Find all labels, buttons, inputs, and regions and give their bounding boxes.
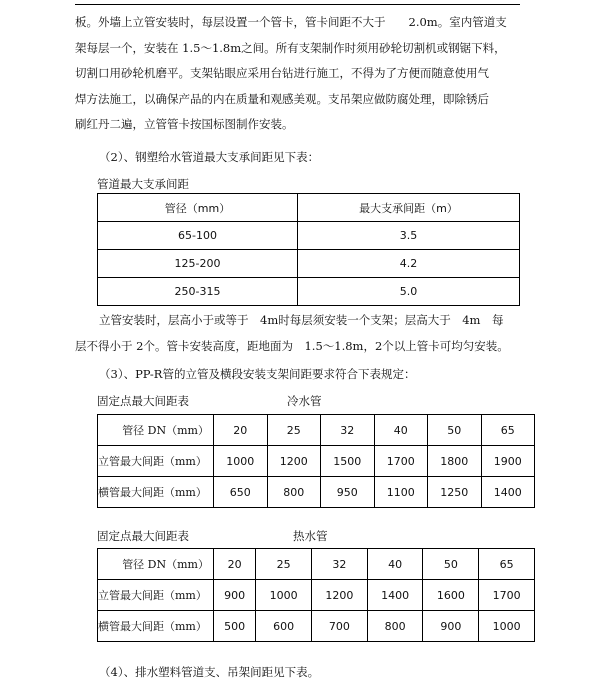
table-cell: 25 <box>267 415 321 446</box>
table-cell: 1800 <box>428 446 482 477</box>
table-cell: 4.2 <box>298 250 520 278</box>
table-cell: 20 <box>214 549 256 580</box>
table-header-cell: 管径 DN（mm） <box>98 549 214 580</box>
table-header-row <box>98 415 535 446</box>
table1-caption: 管道最大支承间距 <box>97 177 189 191</box>
intro-paragraph <box>75 10 525 138</box>
table-header-cell: 最大支承间距（m） <box>298 194 520 222</box>
table-cell: 800 <box>267 477 321 508</box>
section-4-heading: （4）、排水塑料管道支、吊架间距见下表。 <box>99 665 320 679</box>
table-cell: 950 <box>321 477 375 508</box>
table-cell: 1000 <box>479 611 535 642</box>
table-cell: 32 <box>321 415 375 446</box>
steel-plastic-support-table <box>97 193 520 306</box>
text-line: 板。外墙上立管安装时，每层设置一个管卡，管卡间距不大于 2.0m。室内管道支 <box>75 15 507 29</box>
table-cell: 40 <box>367 549 423 580</box>
text-line: 层不得小于 2个。管卡安装高度，距地面为 1.5～1.8m，2个以上管卡可均匀安装。 <box>75 338 509 353</box>
table-cell: 1000 <box>256 580 312 611</box>
section-2-heading: （2）、钢塑给水管道最大支承间距见下表： <box>99 150 320 164</box>
table-row <box>98 222 520 250</box>
table-row <box>98 250 520 278</box>
table-row-label: 立管最大间距（mm） <box>98 446 214 477</box>
table-cell: 20 <box>214 415 268 446</box>
table-cell: 1200 <box>267 446 321 477</box>
table-cell: 600 <box>256 611 312 642</box>
table-cell: 900 <box>214 580 256 611</box>
riser-paragraph <box>75 308 525 359</box>
top-rule <box>75 4 520 5</box>
table-cell: 500 <box>214 611 256 642</box>
table-cell: 125-200 <box>98 250 298 278</box>
table-cell: 65 <box>479 549 535 580</box>
table-row <box>98 278 520 306</box>
text-line: 立管安装时，层高小于或等于 4m时每层须安装一个支架；层高大于 4m 每 <box>99 313 504 327</box>
table-row <box>98 611 535 642</box>
text-line: 焊方法施工，以确保产品的内在质量和观感美观。支吊架应做防腐处理，即除锈后 <box>75 91 489 106</box>
table-row-label: 横管最大间距（mm） <box>98 477 214 508</box>
text-line: 架每层一个，安装在 1.5～1.8m之间。所有支架制作时须用砂轮切割机或钢锯下料， <box>75 40 506 55</box>
table-subtitle: 热水管 <box>293 529 328 543</box>
table-row-label: 横管最大间距（mm） <box>98 611 214 642</box>
table-cell: 900 <box>423 611 479 642</box>
table-header-cell: 管径 DN（mm） <box>98 415 214 446</box>
table-row-label: 立管最大间距（mm） <box>98 580 214 611</box>
table-cell: 1000 <box>214 446 268 477</box>
table-cell: 700 <box>312 611 368 642</box>
table-cell: 1400 <box>367 580 423 611</box>
table-cell: 40 <box>374 415 428 446</box>
table-cell: 250-315 <box>98 278 298 306</box>
text-line: 刷红丹二遍，立管管卡按国标图制作安装。 <box>75 117 294 132</box>
table-cell: 65-100 <box>98 222 298 250</box>
table-cell: 800 <box>367 611 423 642</box>
table-header-row <box>98 549 535 580</box>
table-cell: 25 <box>256 549 312 580</box>
table-cell: 65 <box>481 415 535 446</box>
table-cell: 650 <box>214 477 268 508</box>
table-subtitle: 冷水管 <box>287 394 322 408</box>
table-cell: 1600 <box>423 580 479 611</box>
cold-water-support-table <box>97 414 535 508</box>
table-cell: 1900 <box>481 446 535 477</box>
hot-water-support-table <box>97 548 535 642</box>
table-caption: 固定点最大间距表 <box>97 529 189 543</box>
table-caption: 固定点最大间距表 <box>97 394 189 408</box>
table-row <box>98 446 535 477</box>
table-cell: 1200 <box>312 580 368 611</box>
table-cell: 50 <box>428 415 482 446</box>
table-cell: 1700 <box>479 580 535 611</box>
table-cell: 1500 <box>321 446 375 477</box>
table-row <box>98 477 535 508</box>
text-line: 切割口用砂轮机磨平。支架钻眼应采用台钻进行施工，不得为了方便而随意使用气 <box>75 66 489 81</box>
table-cell: 1100 <box>374 477 428 508</box>
table-cell: 1700 <box>374 446 428 477</box>
table-cell: 5.0 <box>298 278 520 306</box>
section-3-heading: （3）、PP-R管的立管及横段安装支架间距要求符合下表规定： <box>99 367 416 381</box>
table-header-cell: 管径（mm） <box>98 194 298 222</box>
table-cell: 3.5 <box>298 222 520 250</box>
table-row <box>98 580 535 611</box>
table-cell: 1400 <box>481 477 535 508</box>
table-cell: 1250 <box>428 477 482 508</box>
table-header-row <box>98 194 520 222</box>
table-cell: 32 <box>312 549 368 580</box>
table-cell: 50 <box>423 549 479 580</box>
